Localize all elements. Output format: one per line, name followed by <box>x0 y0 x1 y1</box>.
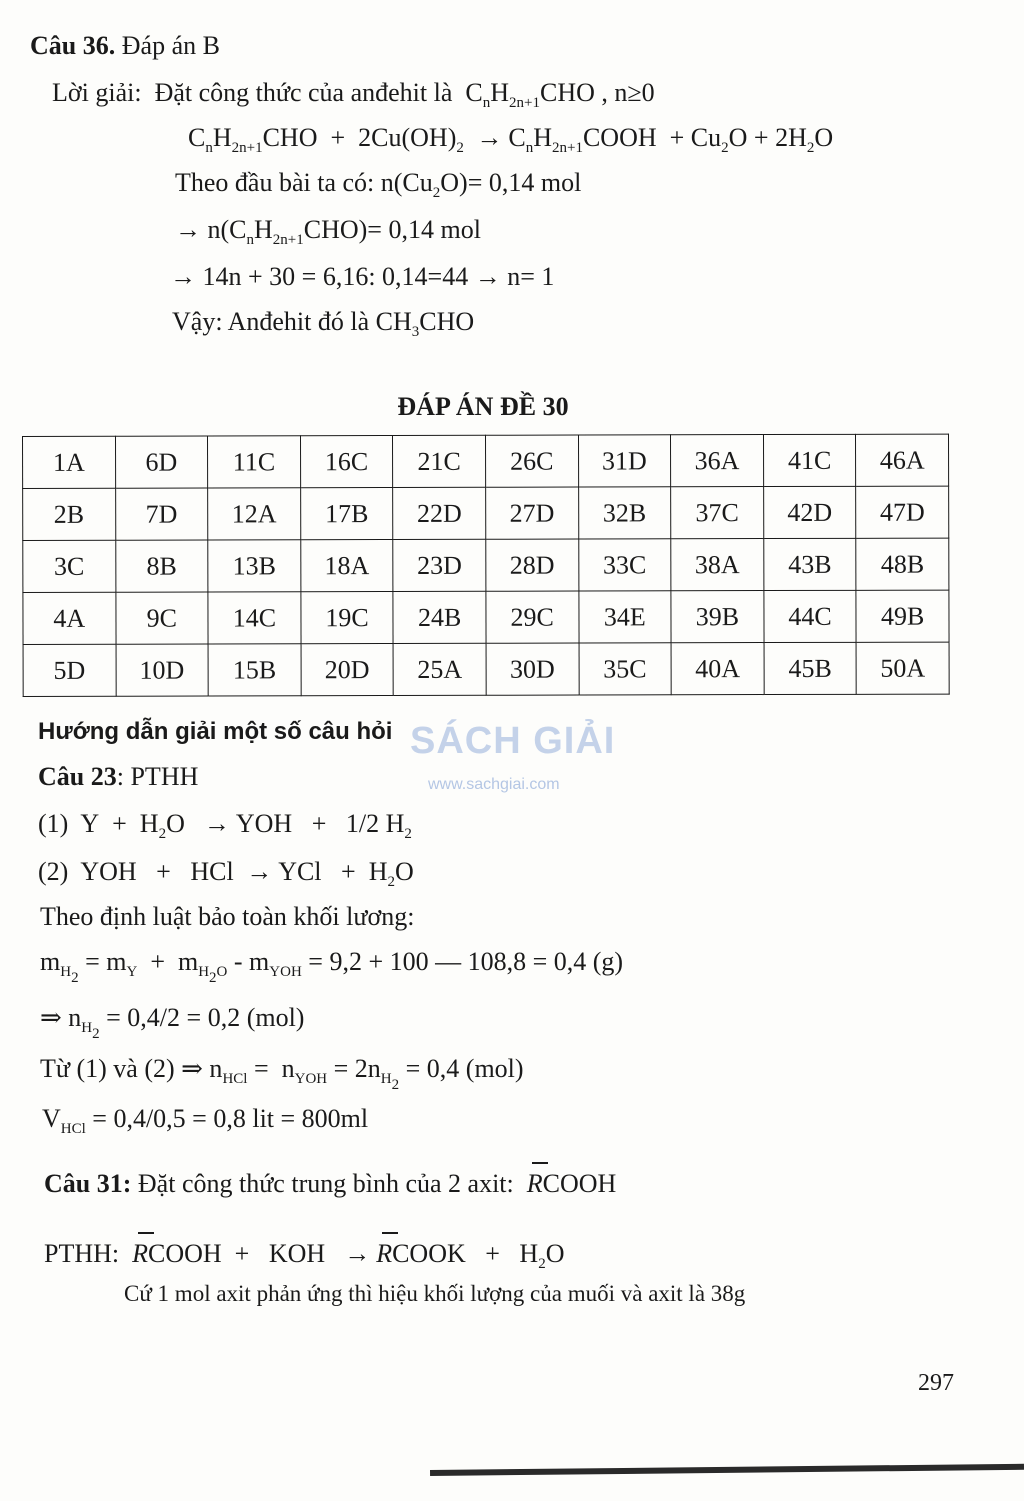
q23-text: : PTHH <box>116 762 199 791</box>
given-tail: O)= 0,14 mol <box>440 168 582 197</box>
pthh-label: PTHH: <box>44 1239 120 1268</box>
answer-cell: 13B <box>208 540 301 592</box>
answer-row <box>23 538 949 592</box>
conclusion: Vậy: Anđehit đó là $CH_3CHO$ <box>172 307 475 340</box>
answer-cell: 17B <box>300 488 393 540</box>
mol-value: CHO)= 0,14 mol <box>303 215 481 244</box>
answer-cell: 44C <box>764 590 857 642</box>
answer-cell: 37C <box>671 487 764 539</box>
answer-row <box>23 642 949 696</box>
answer-cell: 19C <box>301 592 394 644</box>
answer-cell: 18A <box>300 540 393 592</box>
nh2-values: = 0,4/2 = 0,2 (mol) <box>106 1003 305 1032</box>
watermark <box>410 706 620 798</box>
answer-cell: 28D <box>486 539 579 591</box>
answer-cell: 42D <box>763 486 856 538</box>
answer-cell: 15B <box>208 644 301 696</box>
page-edge-shadow <box>430 1464 1024 1476</box>
q31-equation: PTHH: RCOOH + KOH → RCOOK + $H_2O$ <box>44 1239 565 1272</box>
answer-cell: 46A <box>856 434 949 486</box>
solution-label: Lời giải: <box>52 78 142 107</box>
q36-solution-line <box>52 77 655 109</box>
answer-cell: 30D <box>486 643 579 695</box>
given-text: Theo đầu bài ta có: n(Cu <box>175 168 433 197</box>
answer-cell: 4A <box>23 592 116 644</box>
answer-cell: 16C <box>300 436 393 488</box>
watermark-url: www.sachgiai.com <box>428 776 560 793</box>
answer-cell: 29C <box>486 591 579 643</box>
answer-cell: 14C <box>208 592 301 644</box>
answer-cell: 12A <box>208 488 301 540</box>
given-data: Theo đầu bài ta có: $n(Cu_2O)= 0,14$ mol <box>175 168 582 201</box>
n-condition: , n≥0 <box>601 78 655 107</box>
answer-cell: 33C <box>578 539 671 591</box>
answer-cell: 1A <box>23 436 116 488</box>
mol-aldehyde: → $n(C_nH_{2n+1}CHO)= 0,14$ mol <box>175 215 481 248</box>
reaction-equation: $C_nH_{2n+1}CHO + 2Cu(OH)_2$ → $C_nH_{2n+1}COOH + Cu_2O + 2H_2O$ <box>188 123 834 156</box>
aldehyde-formula: $C_nH_{2n+1}CHO$ <box>465 78 595 111</box>
equation-1: (1) $Y + H_2O$ → YOH + 1/2 $H_2$ <box>38 809 412 842</box>
answer-key-title: ĐÁP ÁN ĐỀ 30 <box>397 392 569 421</box>
answer-cell: 32B <box>578 487 671 539</box>
answer-cell: 31D <box>578 435 671 487</box>
answer-row <box>23 590 949 644</box>
answer-cell: 20D <box>301 644 394 696</box>
answer-row <box>23 486 949 540</box>
moles-h2: ⇒ $n_{H_2} = 0,4/2 = 0,2$ (mol) <box>40 1003 305 1042</box>
from-text: Từ (1) và (2) ⇒ n <box>40 1054 223 1083</box>
q31-label: Câu 31: <box>44 1169 132 1198</box>
vhcl-values: = 0,4/0,5 = 0,8 lit = 800ml <box>92 1104 369 1133</box>
answer-cell: 21C <box>393 435 486 487</box>
answer-cell: 45B <box>764 642 857 694</box>
watermark-logo: SÁCH GIẢI <box>410 720 616 762</box>
answer-cell: 23D <box>393 539 486 591</box>
answer-row <box>23 434 949 488</box>
answer-cell: 47D <box>856 486 949 538</box>
conservation-law: Theo định luật bảo toàn khối lương: <box>40 902 415 931</box>
moles-hcl: Từ (1) và (2) ⇒ $n_{HCl} = n_{YOH} = 2n_{H_2} = 0,4$ (mol) <box>40 1054 524 1093</box>
answer-cell: 40A <box>671 643 764 695</box>
answer-cell: 2B <box>23 488 116 540</box>
equation-2: (2) YOH + HCl → YCl + $H_2O$ <box>38 857 414 890</box>
answer-cell: 43B <box>764 538 857 590</box>
q23-label: Câu 23 <box>38 762 117 791</box>
answer-cell: 11C <box>208 436 301 488</box>
answer-cell: 7D <box>115 488 208 540</box>
answer-cell: 39B <box>671 591 764 643</box>
answer-cell: 22D <box>393 487 486 539</box>
answer-cell: 36A <box>671 435 764 487</box>
formula-intro: Đặt công thức của anđehit là <box>154 78 453 107</box>
q36-answer: Đáp án B <box>121 31 220 60</box>
answer-cell: 27D <box>486 487 579 539</box>
answer-cell: 26C <box>485 435 578 487</box>
mass-values: = 9,2 + 100 — 108,8 = 0,4 (g) <box>308 947 624 976</box>
answer-cell: 5D <box>23 644 116 696</box>
answer-cell: 49B <box>856 590 949 642</box>
answer-cell: 10D <box>116 644 209 696</box>
answer-cell: 48B <box>856 538 949 590</box>
answer-cell: 6D <box>115 436 208 488</box>
answer-cell: 35C <box>579 643 672 695</box>
mass-balance: $m_{H_2} = m_Y + m_{H_2O} - m_{YOH} = 9,2 + 100$ — 108,8 = 0,4 (g) <box>40 947 624 986</box>
q36-heading-line <box>30 30 220 62</box>
answer-cell: 25A <box>393 643 486 695</box>
answer-key-table <box>22 434 950 697</box>
conclusion-tail: CHO <box>419 307 475 336</box>
nhcl-values: = 0,4 (mol) <box>405 1054 524 1083</box>
page-number: 297 <box>918 1370 954 1396</box>
volume-hcl: $V_{HCl} = 0,4/0,5 = 0,8$ lit = 800ml <box>42 1104 369 1137</box>
answer-cell: 38A <box>671 539 764 591</box>
answer-cell: 41C <box>763 434 856 486</box>
q23-line <box>38 761 198 793</box>
answer-cell: 3C <box>23 540 116 592</box>
conclusion-text: Vậy: Anđehit đó là CH <box>172 307 412 336</box>
q31-note: Cứ 1 mol axit phản ứng thì hiệu khối lượng của muối và axit là 38g <box>124 1281 746 1306</box>
answer-cell: 34E <box>578 591 671 643</box>
q36-heading: Câu 36. <box>30 31 116 60</box>
calc-line: → 14n + 30 = 6,16: 0,14=44 → n= 1 <box>170 262 555 291</box>
answer-cell: 9C <box>115 592 208 644</box>
q31-text: Đặt công thức trung bình của 2 axit: <box>137 1169 514 1198</box>
answer-cell: 24B <box>393 591 486 643</box>
q31-line: Câu 31: Đặt công thức trung bình của 2 axit: RCOOH <box>44 1169 617 1198</box>
answer-cell: 50A <box>856 642 949 694</box>
guide-heading: Hướng dẫn giải một số câu hỏi <box>38 718 393 745</box>
answer-cell: 8B <box>115 540 208 592</box>
